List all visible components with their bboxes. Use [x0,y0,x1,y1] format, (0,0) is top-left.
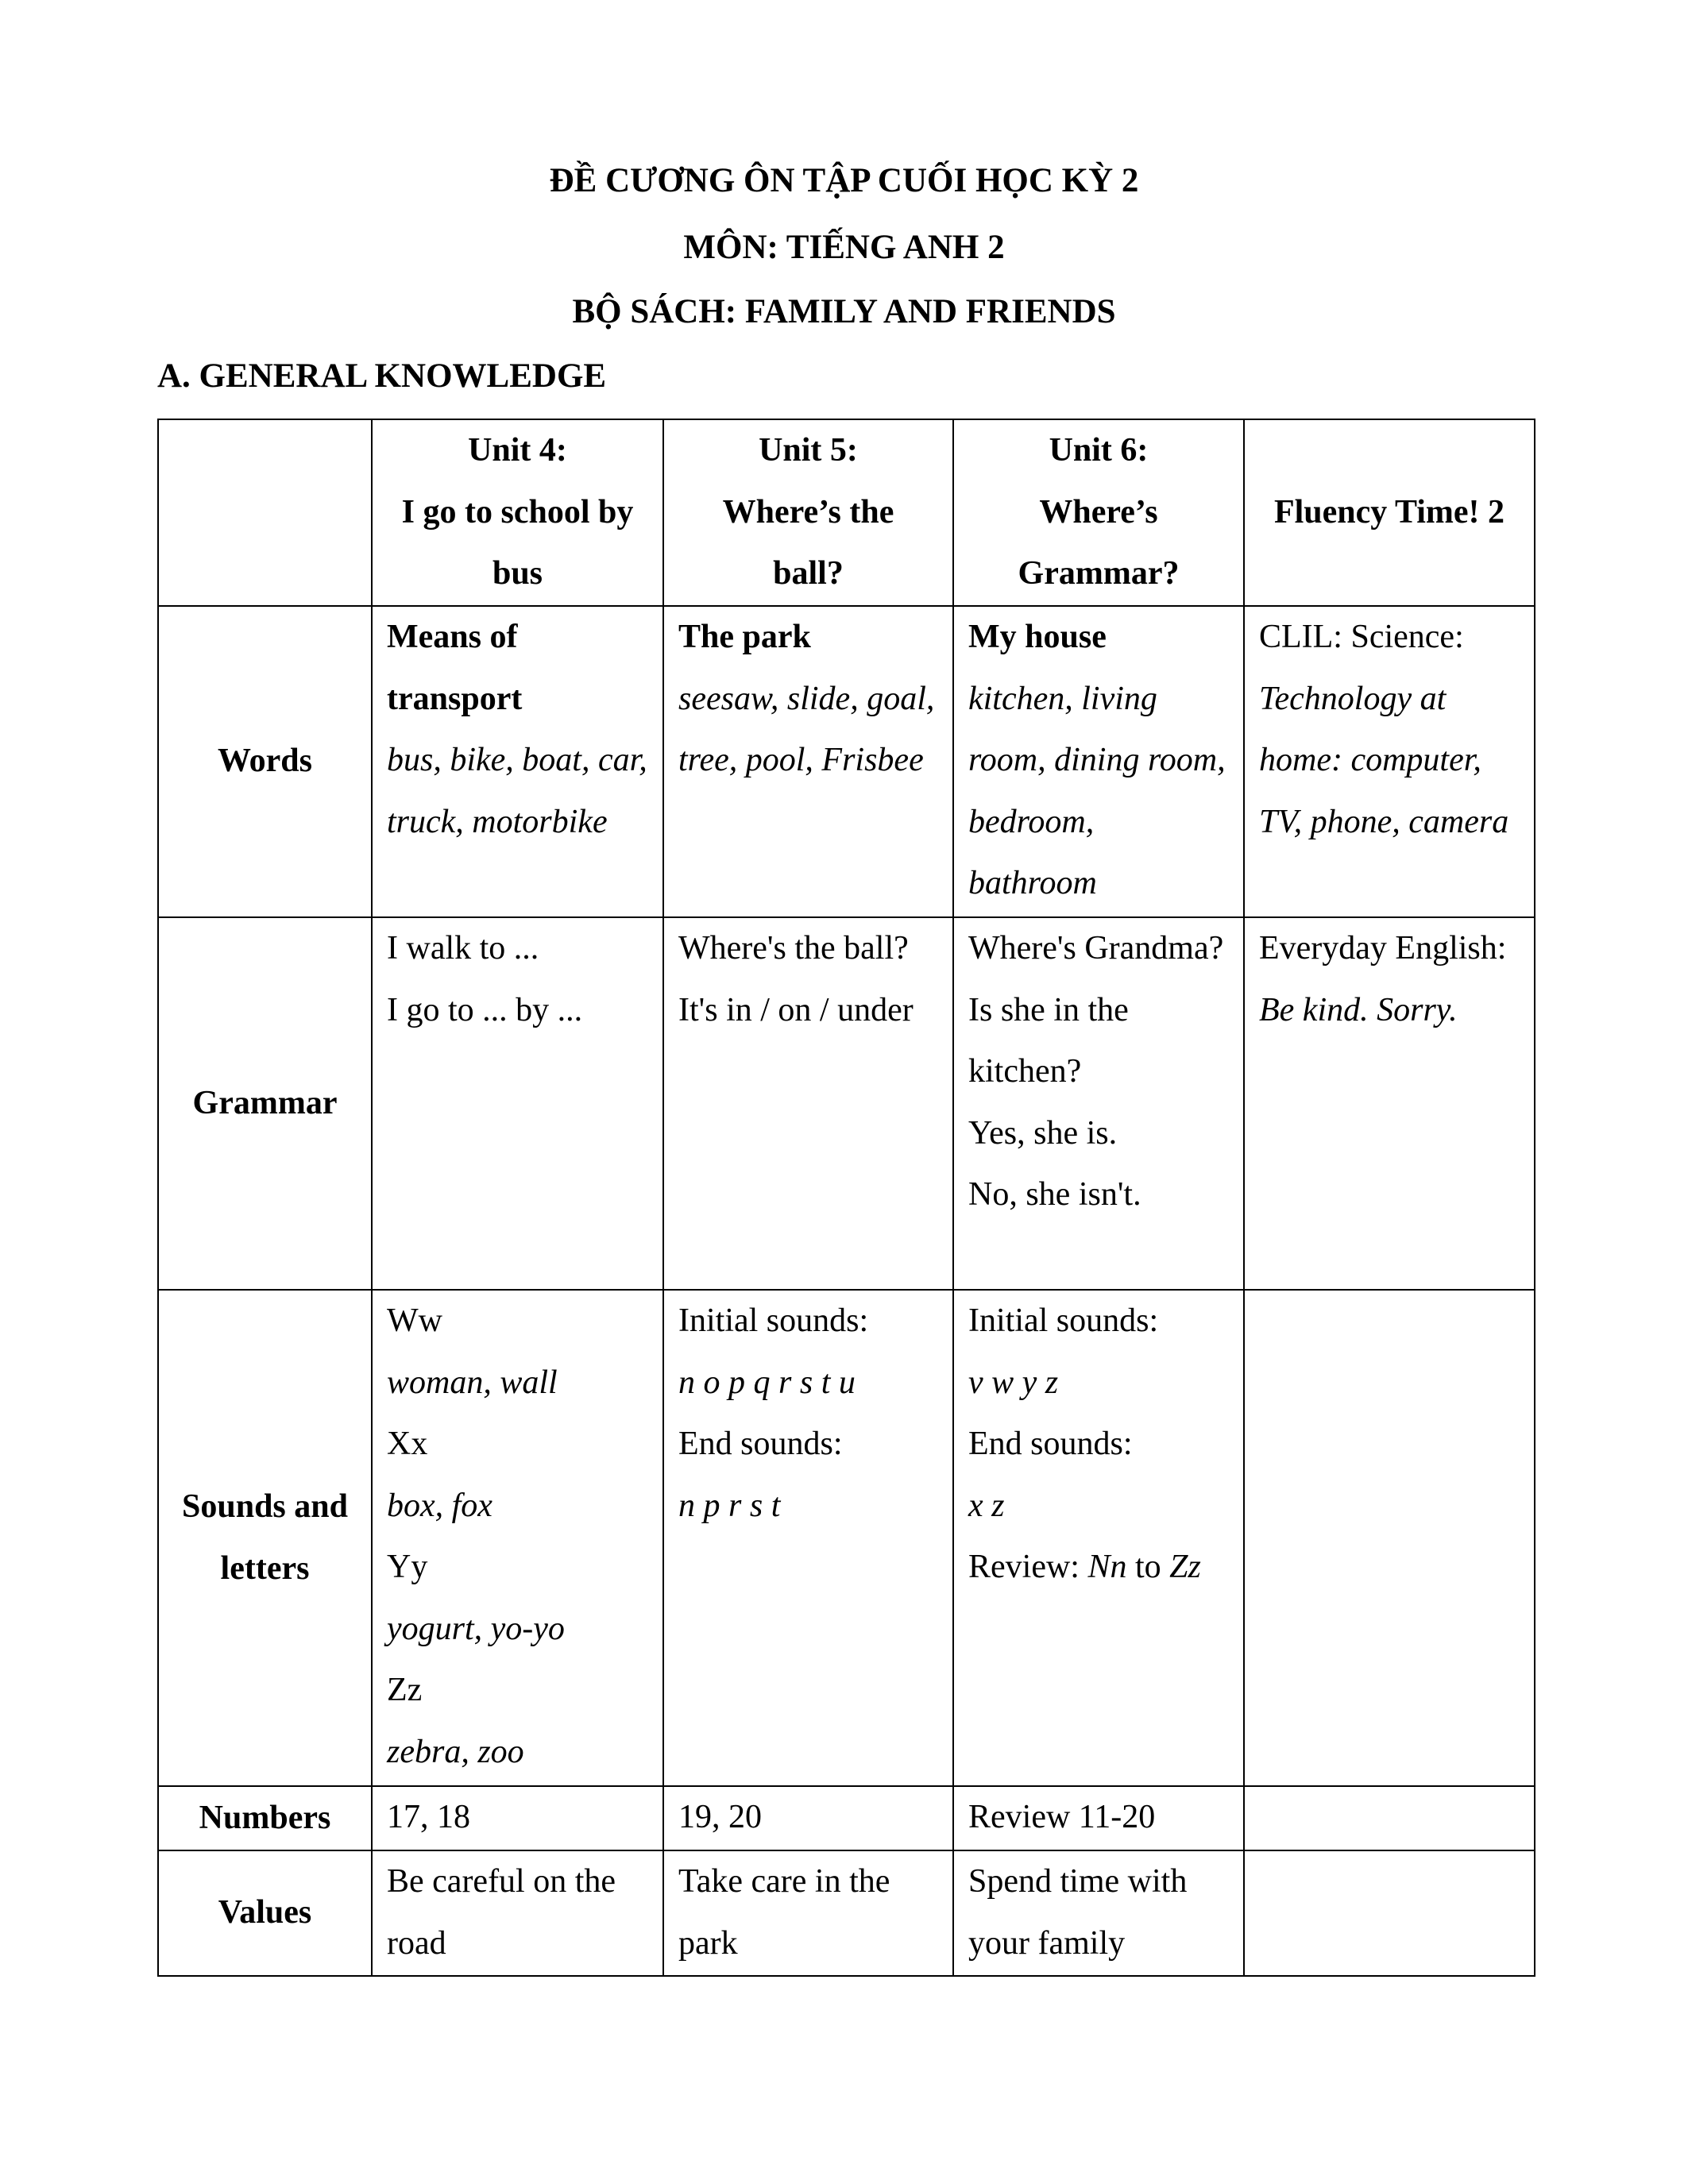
cell: The park seesaw, slide, goal, tree, pool, Frisbee [663,606,953,917]
doc-title: ĐỀ CƯƠNG ÔN TẬP CUỐI HỌC KỲ 2 [549,162,1139,199]
subject-title: MÔN: TIẾNG ANH 2 [683,229,1005,266]
row-label: Numbers [158,1786,372,1850]
cell: CLIL: Science: Technology at home: computer, TV, phone, camera [1244,606,1535,917]
cell: Spend time with your family [953,1850,1244,1976]
table-row-values [158,1850,1535,1976]
cell: 19, 20 [663,1786,953,1850]
knowledge-table [157,419,1535,1977]
header-unit6: Unit 6: Where’s Grammar? [953,419,1244,606]
row-label: Sounds and letters [158,1290,372,1786]
row-label: Grammar [158,917,372,1290]
cell: Where's Grandma? Is she in the kitchen? Yes, she is. No, she isn't. [953,917,1244,1290]
empty-cell [1244,1786,1535,1850]
table-row-grammar [158,917,1535,1290]
header-unit5: Unit 5: Where’s the ball? [663,419,953,606]
row-label: Words [158,606,372,917]
row-label: Values [158,1850,372,1976]
book-title: BỘ SÁCH: FAMILY AND FRIENDS [572,293,1116,330]
cell: Everyday English: Be kind. Sorry. [1244,917,1535,1290]
header-unit4: Unit 4: I go to school by bus [372,419,663,606]
table-row-numbers [158,1786,1535,1850]
cell: Ww woman, wall Xx box, fox Yy yogurt, yo-yo Zz zebra, zoo [372,1290,663,1786]
cell: I walk to ... I go to ... by ... [372,917,663,1290]
empty-cell [1244,1850,1535,1976]
empty-cell [1244,1290,1535,1786]
cell: Initial sounds: v w y z End sounds: x z Review: Nn to Zz [953,1290,1244,1786]
cell: My house kitchen, living room, dining room, bedroom, bathroom [953,606,1244,917]
empty-corner-cell [158,419,372,606]
table-row-words [158,606,1535,917]
cell: Take care in the park [663,1850,953,1976]
cell: Be careful on the road [372,1850,663,1976]
header-fluency: Fluency Time! 2 [1244,419,1535,606]
cell: Initial sounds: n o p q r s t u End sounds: n p r s t [663,1290,953,1786]
cell: Where's the ball? It's in / on / under [663,917,953,1290]
cell: 17, 18 [372,1786,663,1850]
cell: Means of transport bus, bike, boat, car, truck, motorbike [372,606,663,917]
table-row-sounds [158,1290,1535,1786]
section-heading: A. GENERAL KNOWLEDGE [157,357,607,395]
table-header-row [158,419,1535,606]
cell: Review 11-20 [953,1786,1244,1850]
